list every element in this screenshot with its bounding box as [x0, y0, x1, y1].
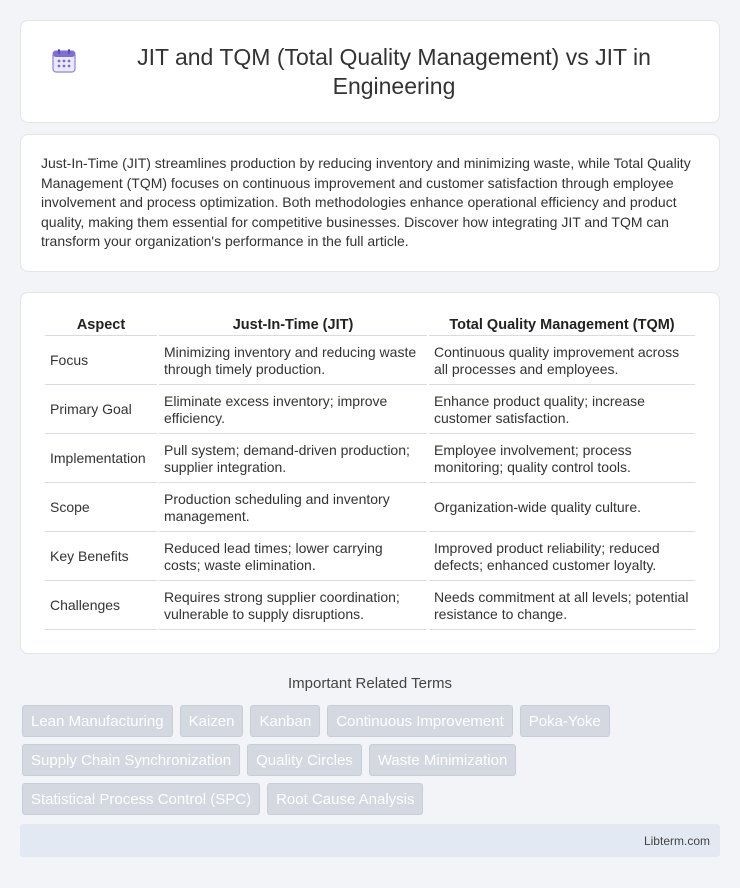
calendar-icon — [51, 48, 77, 74]
column-header-tqm: Total Quality Management (TQM) — [429, 311, 695, 336]
page-title: JIT and TQM (Total Quality Management) vs JIT in Engineering — [137, 43, 651, 99]
table-row — [45, 581, 695, 630]
row-tqm-value: Organization-wide quality culture. — [429, 483, 695, 532]
header-card — [20, 20, 720, 123]
related-term-tag[interactable]: Continuous Improvement — [327, 705, 513, 737]
table-row — [45, 385, 695, 434]
row-jit-value: Production scheduling and inventory management. — [159, 483, 427, 532]
related-term-tag[interactable]: Kanban — [250, 705, 320, 737]
footer — [20, 824, 720, 857]
row-aspect: Scope — [45, 483, 157, 532]
table-row — [45, 483, 695, 532]
table-header-row — [45, 311, 695, 336]
table-row — [45, 434, 695, 483]
row-tqm-value: Enhance product quality; increase customer satisfaction. — [429, 385, 695, 434]
row-aspect: Key Benefits — [45, 532, 157, 581]
intro-paragraph: Just-In-Time (JIT) streamlines production by reducing inventory and minimizing waste, while Total Quality Management (TQM) focuses on continuous improvement and customer satisfaction through employee involvement and process optimization. Both methodologies enhance operational efficiency and product quality, making them essential for competitive businesses. Discover how integrating JIT and TQM can transform your organization's performance in the full article. — [41, 155, 691, 250]
row-jit-value: Reduced lead times; lower carrying costs; waste elimination. — [159, 532, 427, 581]
related-term-tag[interactable]: Statistical Process Control (SPC) — [22, 783, 260, 815]
row-aspect: Focus — [45, 336, 157, 385]
row-aspect: Implementation — [45, 434, 157, 483]
related-term-tag[interactable]: Waste Minimization — [369, 744, 516, 776]
related-term-tag[interactable]: Root Cause Analysis — [267, 783, 423, 815]
column-header-jit: Just-In-Time (JIT) — [159, 311, 427, 336]
related-terms-heading: Important Related Terms — [288, 675, 452, 692]
related-term-tag[interactable]: Kaizen — [180, 705, 244, 737]
table-row — [45, 532, 695, 581]
row-tqm-value: Improved product reliability; reduced defects; enhanced customer loyalty. — [429, 532, 695, 581]
row-jit-value: Eliminate excess inventory; improve efficiency. — [159, 385, 427, 434]
table-row — [45, 336, 695, 385]
row-tqm-value: Employee involvement; process monitoring; quality control tools. — [429, 434, 695, 483]
column-header-aspect: Aspect — [45, 311, 157, 336]
row-tqm-value: Needs commitment at all levels; potential resistance to change. — [429, 581, 695, 630]
row-aspect: Challenges — [45, 581, 157, 630]
related-terms-list — [22, 705, 722, 815]
row-jit-value: Requires strong supplier coordination; vulnerable to supply disruptions. — [159, 581, 427, 630]
row-jit-value: Pull system; demand-driven production; supplier integration. — [159, 434, 427, 483]
row-tqm-value: Continuous quality improvement across all processes and employees. — [429, 336, 695, 385]
intro-card — [20, 134, 720, 272]
comparison-table-card — [20, 292, 720, 654]
comparison-table — [43, 311, 697, 630]
related-term-tag[interactable]: Poka-Yoke — [520, 705, 610, 737]
related-term-tag[interactable]: Supply Chain Synchronization — [22, 744, 240, 776]
row-jit-value: Minimizing inventory and reducing waste through timely production. — [159, 336, 427, 385]
footer-site-link[interactable]: Libterm.com — [643, 834, 710, 848]
related-term-tag[interactable]: Quality Circles — [247, 744, 362, 776]
row-aspect: Primary Goal — [45, 385, 157, 434]
related-term-tag[interactable]: Lean Manufacturing — [22, 705, 173, 737]
